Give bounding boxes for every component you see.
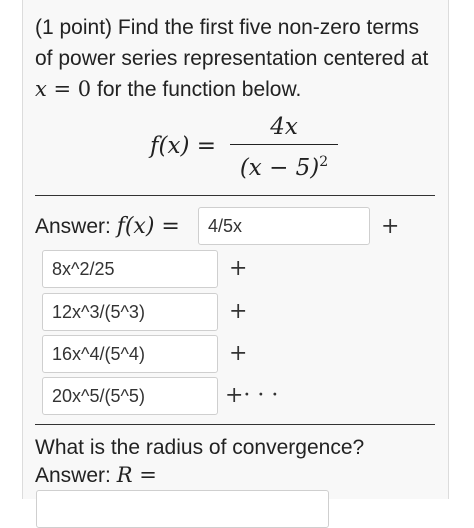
plus-sign-1: + bbox=[381, 214, 400, 239]
radius-answer-label bbox=[35, 460, 157, 491]
prompt-tail: for the function below. bbox=[91, 78, 302, 101]
formula-denominator: (x − 5) bbox=[239, 155, 320, 181]
radius-question: What is the radius of convergence? bbox=[35, 436, 365, 459]
center-variable: x bbox=[35, 77, 47, 101]
radius-label-text: Answer: bbox=[35, 464, 117, 487]
divider-top bbox=[35, 195, 435, 196]
radius-variable: R = bbox=[116, 463, 157, 487]
center-equals: = bbox=[46, 77, 78, 101]
formula-numerator: 4x bbox=[270, 114, 298, 140]
formula-denominator-wrap bbox=[230, 147, 338, 181]
formula-fraction bbox=[230, 112, 338, 181]
fraction-bar bbox=[230, 144, 338, 145]
function-formula bbox=[150, 112, 350, 181]
formula-exponent: 2 bbox=[319, 154, 329, 170]
answer-function: f(x) = bbox=[116, 214, 180, 239]
term-input-5[interactable]: 20x^5/(5^5) bbox=[42, 377, 218, 415]
plus-sign-4: + bbox=[229, 341, 248, 366]
answer-label-text: Answer: bbox=[35, 215, 117, 238]
term-input-4[interactable]: 16x^4/(5^4) bbox=[42, 335, 218, 373]
radius-input[interactable] bbox=[36, 490, 329, 528]
plus-sign-2: + bbox=[229, 256, 248, 281]
plus-sign-3: + bbox=[229, 299, 248, 324]
divider-bottom bbox=[35, 424, 435, 425]
term-input-2[interactable]: 8x^2/25 bbox=[42, 250, 218, 288]
trailing-ellipsis: +· · · bbox=[225, 383, 279, 408]
prompt-text: Find the first five non-zero terms of power series representation centered at bbox=[35, 16, 429, 70]
points-label: (1 point) bbox=[35, 16, 113, 39]
problem-statement bbox=[35, 12, 435, 105]
center-value: 0 bbox=[77, 77, 92, 101]
formula-lhs: f(x) = bbox=[150, 133, 217, 159]
answer-label bbox=[35, 212, 180, 242]
term-input-1[interactable]: 4/5x bbox=[198, 207, 370, 245]
term-input-3[interactable]: 12x^3/(5^3) bbox=[42, 293, 218, 331]
